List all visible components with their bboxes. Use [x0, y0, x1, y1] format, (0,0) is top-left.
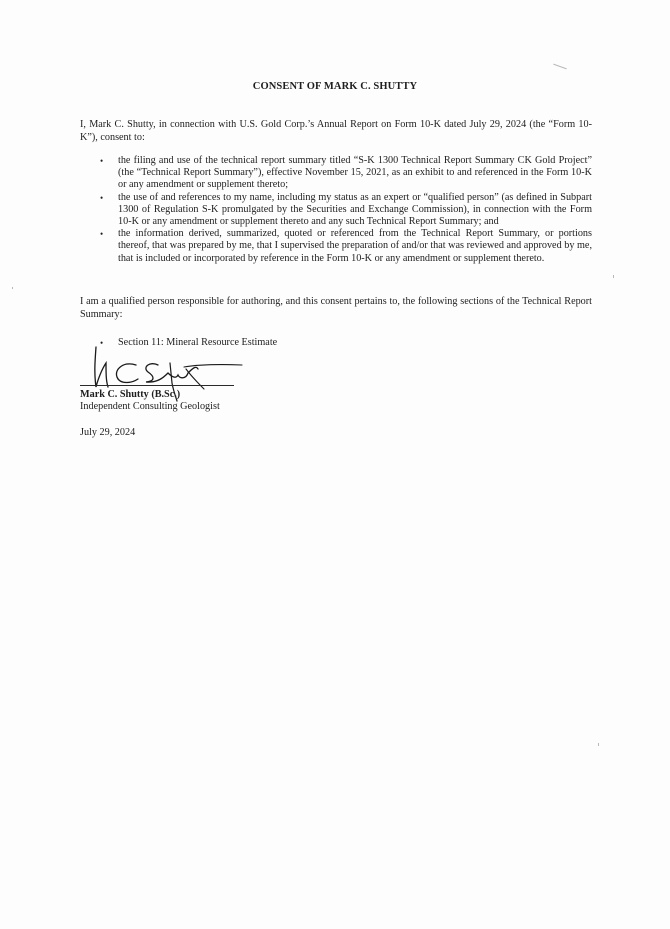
signer-title: Independent Consulting Geologist: [80, 401, 220, 412]
signature-stroke: [184, 365, 242, 367]
bullet-icon: •: [100, 229, 104, 240]
consent-item-text: the filing and use of the technical report summary titled “S-K 1300 Technical Report Summary CK Gold Project” (the “Technical Report Summary”), effective November 15, 2021, as an exhibit to and referenced in the Form 10-K or any amendment or supplement thereto;: [118, 155, 592, 191]
consent-item: [80, 228, 592, 265]
signature-date: July 29, 2024: [80, 427, 136, 438]
document-title: CONSENT OF MARK C. SHUTTY: [252, 81, 418, 92]
signer-name: Mark C. Shutty (B.Sc.): [80, 389, 181, 400]
bullet-icon: •: [100, 192, 104, 203]
bullet-icon: •: [100, 338, 104, 348]
signature-stroke: [95, 347, 108, 387]
section-item-text: Section 11: Mineral Resource Estimate: [118, 337, 278, 348]
bullet-icon: •: [100, 156, 104, 166]
signature-line: [80, 385, 234, 386]
responsibility-paragraph: I am a qualified person responsible for authoring, and this consent pertains to, the following sections of the Technical Report Summary:: [80, 296, 592, 320]
intro-paragraph: I, Mark C. Shutty, in connection with U.S. Gold Corp.’s Annual Report on Form 10-K dated July 29, 2024 (the “Form 10-K”), consent to:: [80, 119, 592, 143]
scan-speck: [12, 287, 13, 289]
scan-speck: [613, 275, 614, 278]
consent-item: [80, 192, 592, 229]
signature-stroke: [116, 364, 138, 383]
scan-speck: [553, 64, 566, 70]
consent-item-text: the information derived, summarized, quoted or referenced from the Technical Report Summary, or portions thereof, that was prepared by me, that I supervised the preparation of and/or that was reviewed and approved by me, that is included or incorporated by reference in the Form 10-K or any amendment or supplement thereto.: [118, 228, 592, 264]
consent-item: [80, 155, 592, 192]
scan-speck: [598, 743, 599, 746]
consent-list: [80, 155, 592, 265]
consent-item-text: the use of and references to my name, including my status as an expert or “qualified person” (as defined in Subpart 1300 of Regulation S-K promulgated by the Securities and Exchange Commission), in connection with the Form 10-K or any amendment or supplement thereto and any such Technical Report Summary; and: [118, 191, 592, 228]
signature-stroke: [186, 369, 204, 389]
